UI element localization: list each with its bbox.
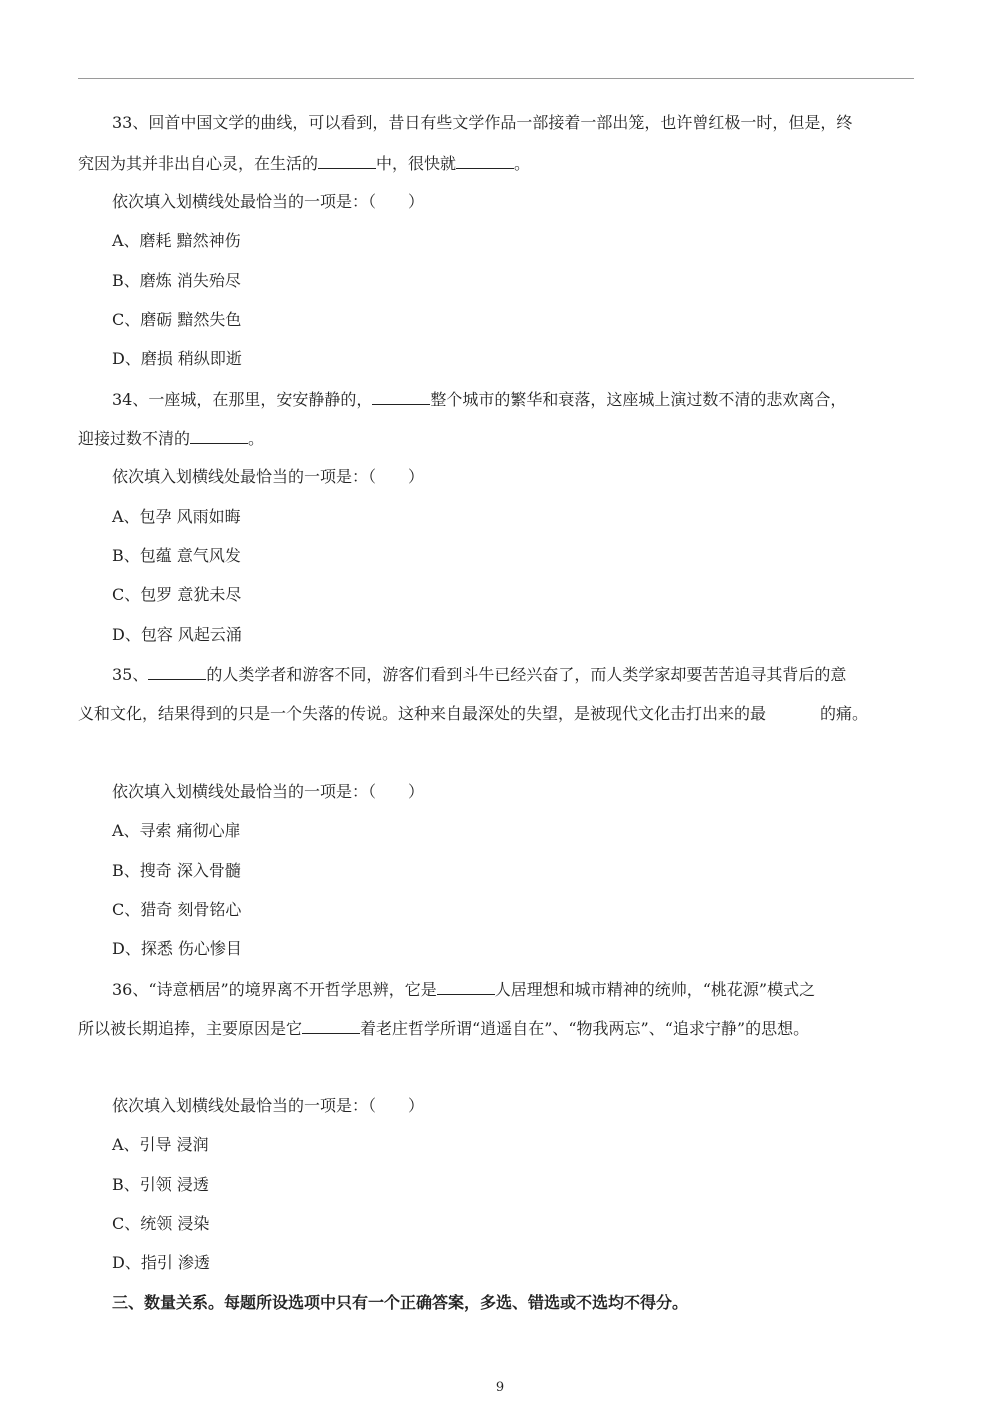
q34-line-2 — [78, 427, 264, 450]
q35-text-b: 的人类学者和游客不同，游客们看到斗牛已经兴奋了，而人类学家却要苦苦追寻其背后的意 — [206, 665, 847, 684]
q36-text-b: 人居理想和城市精神的统帅，“桃花源”模式之 — [494, 980, 816, 999]
q34-prompt: 依次填入划横线处最恰当的一项是：（ ） — [112, 467, 425, 486]
q36-option-b: B、引领 浸透 — [112, 1175, 209, 1194]
q35-text-a: 35、 — [112, 665, 149, 684]
q34-text-d: 。 — [248, 429, 265, 448]
q35-option-d: D、探悉 伤心惨目 — [112, 939, 242, 958]
q36-option-d: D、指引 渗透 — [112, 1253, 210, 1272]
q34-text-a: 34、一座城，在那里，安安静静的， — [112, 390, 373, 409]
q34-option-d: D、包容 风起云涌 — [112, 625, 242, 644]
q33-text-c: 。 — [514, 154, 531, 173]
q36-option-c: C、统领 浸染 — [112, 1214, 210, 1233]
q33-option-b: B、磨炼 消失殆尽 — [112, 271, 241, 290]
q35-option-a: A、寻索 痛彻心扉 — [112, 821, 241, 840]
q33-blank-1 — [318, 152, 376, 169]
q33-line-2 — [78, 152, 530, 175]
q33-text-a: 究因为其并非出自心灵，在生活的 — [78, 154, 319, 173]
q36-blank-2 — [302, 1017, 360, 1034]
q33-option-a: A、磨耗 黯然神伤 — [112, 231, 241, 250]
q34-text-c: 迎接过数不清的 — [78, 429, 191, 448]
q33-option-c: C、磨砺 黯然失色 — [112, 310, 242, 329]
page-number: 9 — [495, 1380, 505, 1395]
q35-option-b: B、搜奇 深入骨髓 — [112, 861, 241, 880]
section-heading: 三、数量关系。每题所设选项中只有一个正确答案，多选、错选或不选均不得分。 — [112, 1293, 689, 1312]
q35-blank-1 — [148, 663, 206, 680]
q35-option-c: C、猎奇 刻骨铭心 — [112, 900, 242, 919]
q36-option-a: A、引导 浸润 — [112, 1135, 209, 1154]
q34-blank-1 — [372, 388, 430, 405]
q34-blank-2 — [190, 427, 248, 444]
q33-line-1: 33、回首中国文学的曲线，可以看到，昔日有些文学作品一部接着一部出笼，也许曾红极一时，但是，终 — [112, 113, 853, 132]
q35-prompt: 依次填入划横线处最恰当的一项是：（ ） — [112, 782, 425, 801]
q36-line-1 — [112, 978, 815, 1001]
q33-blank-2 — [456, 152, 514, 169]
q36-text-c: 所以被长期追捧，主要原因是它 — [78, 1019, 303, 1038]
q33-text-b: 中，很快就 — [376, 154, 457, 173]
q36-blank-1 — [437, 978, 495, 995]
q34-option-b: B、包蕴 意气风发 — [112, 546, 241, 565]
q36-text-d: 着老庄哲学所谓“逍遥自在”、“物我两忘”、“追求宁静”的思想。 — [360, 1019, 810, 1038]
q36-prompt: 依次填入划横线处最恰当的一项是：（ ） — [112, 1096, 425, 1115]
q35-text-c: 义和文化，结果得到的只是一个失落的传说。这种来自最深处的失望，是被现代文化击打出来的最 — [78, 704, 767, 723]
q35-text-d: 的痛。 — [820, 704, 869, 723]
q33-option-d: D、磨损 稍纵即逝 — [112, 349, 242, 368]
q34-option-a: A、包孕 风雨如晦 — [112, 507, 241, 526]
q34-line-1 — [112, 388, 846, 411]
q35-line-2 — [78, 703, 868, 725]
q35-line-1 — [112, 663, 846, 686]
header-rule — [78, 78, 914, 79]
q36-text-a: 36、“诗意栖居”的境界离不开哲学思辨，它是 — [112, 980, 437, 999]
q33-prompt: 依次填入划横线处最恰当的一项是：（ ） — [112, 192, 425, 211]
q34-option-c: C、包罗 意犹未尽 — [112, 585, 242, 604]
q34-text-b: 整个城市的繁华和衰落，这座城上演过数不清的悲欢离合， — [430, 390, 847, 409]
q36-line-2 — [78, 1017, 809, 1040]
